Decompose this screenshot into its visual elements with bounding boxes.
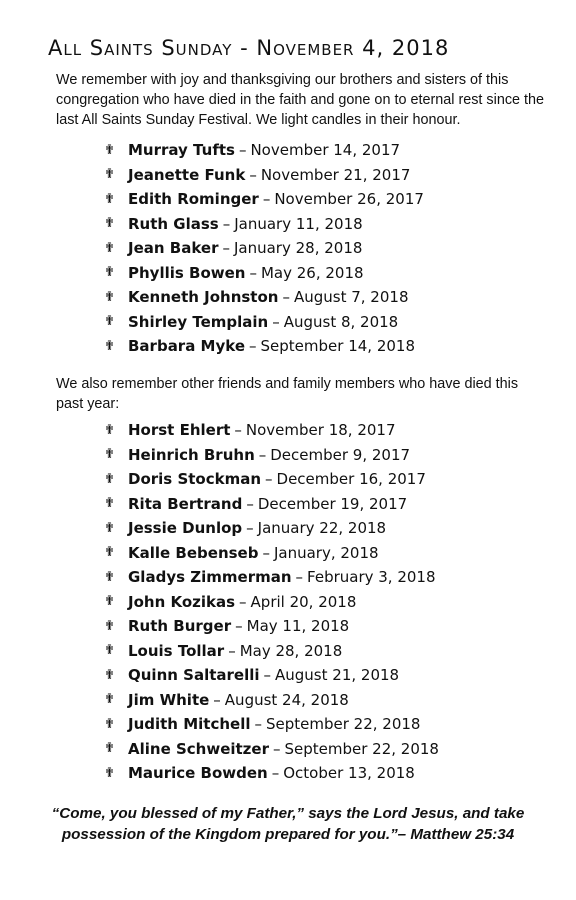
separator-dash: –: [258, 445, 267, 464]
memorial-entry: [104, 138, 424, 163]
cross-icon: ✟: [104, 471, 115, 487]
separator-dash: –: [272, 739, 281, 758]
separator-dash: –: [262, 543, 270, 562]
memorial-date: December 16, 2017: [276, 470, 426, 489]
cross-icon: ✟: [104, 338, 115, 354]
cross-icon: ✟: [104, 314, 115, 330]
memorial-name: Phyllis Bowen: [128, 263, 246, 282]
memorial-entry: [104, 712, 439, 737]
congregation-intro: We remember with joy and thanksgiving our brothers and sisters of this congregation who have died in the faith and gone on to eternal rest since the last All Saints Sunday Festival. We light candles in their honour.: [56, 72, 545, 128]
memorial-entry: [104, 541, 439, 566]
memorial-entry: [104, 565, 439, 590]
memorial-date: February 3, 2018: [307, 568, 436, 587]
memorial-name: Jessie Dunlop: [128, 519, 243, 538]
memorial-date: October 13, 2018: [283, 764, 415, 783]
memorial-date: September 14, 2018: [260, 337, 415, 356]
memorial-name: Murray Tufts: [128, 141, 235, 160]
memorial-date: December 9, 2017: [270, 445, 411, 464]
separator-dash: –: [213, 690, 221, 709]
cross-icon: ✟: [104, 545, 115, 561]
memorial-entry: [104, 467, 439, 492]
memorial-name: John Kozikas: [128, 592, 236, 611]
cross-icon: ✟: [104, 216, 115, 232]
memorial-date: September 22, 2018: [265, 715, 421, 734]
memorial-entry: [104, 418, 439, 443]
memorial-date: May 28, 2018: [239, 641, 343, 660]
memorial-name: Quinn Saltarelli: [128, 666, 260, 685]
memorial-entry: [104, 261, 424, 286]
memorial-entry: [104, 443, 439, 468]
memorial-entry: [104, 737, 439, 762]
memorial-name: Louis Tollar: [128, 641, 225, 660]
page-title: All Saints Sunday - November 4, 2018: [48, 36, 450, 60]
separator-dash: –: [235, 617, 243, 636]
cross-icon: ✟: [104, 643, 115, 659]
memorial-date: January 28, 2018: [233, 239, 363, 258]
memorial-name: Jeanette Funk: [128, 165, 246, 184]
separator-dash: –: [249, 337, 257, 356]
separator-dash: –: [222, 214, 231, 233]
separator-dash: –: [254, 715, 262, 734]
memorial-entry: [104, 334, 424, 359]
separator-dash: –: [249, 165, 257, 184]
separator-dash: –: [272, 312, 280, 331]
memorial-date: August 8, 2018: [283, 312, 399, 331]
memorial-date: November 14, 2017: [250, 141, 401, 160]
cross-icon: ✟: [104, 422, 115, 438]
cross-icon: ✟: [104, 594, 115, 610]
cross-icon: ✟: [104, 520, 115, 536]
memorial-name: Kenneth Johnston: [128, 288, 279, 307]
separator-dash: –: [249, 263, 257, 282]
memorial-entry: [104, 285, 424, 310]
memorial-entry: [104, 688, 439, 713]
separator-dash: –: [271, 764, 280, 783]
memorial-date: January 22, 2018: [257, 519, 387, 538]
memorial-name: Gladys Zimmerman: [128, 568, 292, 587]
memorial-date: November 21, 2017: [260, 165, 411, 184]
others-intro: We also remember other friends and family members who have died this past year:: [56, 376, 519, 412]
memorial-entry: [104, 492, 439, 517]
cross-icon: ✟: [104, 240, 115, 256]
memorial-name: Ruth Burger: [128, 617, 232, 636]
memorial-name: Shirley Templain: [128, 312, 269, 331]
memorial-name: Aline Schweitzer: [128, 739, 269, 758]
separator-dash: –: [222, 239, 230, 258]
separator-dash: –: [234, 421, 242, 440]
memorial-date: November 18, 2017: [245, 421, 396, 440]
separator-dash: –: [262, 190, 271, 209]
memorial-entry: [104, 590, 439, 615]
memorial-entry: [104, 187, 424, 212]
memorial-name: Horst Ehlert: [128, 421, 231, 440]
cross-icon: ✟: [104, 167, 115, 183]
memorial-name: Heinrich Bruhn: [128, 445, 255, 464]
cross-icon: ✟: [104, 716, 115, 732]
cross-icon: ✟: [104, 618, 115, 634]
separator-dash: –: [265, 470, 273, 489]
separator-dash: –: [246, 494, 254, 513]
memorial-date: September 22, 2018: [284, 739, 439, 758]
memorial-entry: [104, 310, 424, 335]
separator-dash: –: [295, 568, 304, 587]
congregation-list: [104, 138, 424, 359]
memorial-name: Ruth Glass: [128, 214, 219, 233]
cross-icon: ✟: [104, 447, 115, 463]
memorial-name: Jean Baker: [128, 239, 219, 258]
memorial-date: January, 2018: [273, 543, 379, 562]
memorial-name: Doris Stockman: [128, 470, 262, 489]
separator-dash: –: [282, 288, 290, 307]
memorial-entry: [104, 761, 439, 786]
cross-icon: ✟: [104, 692, 115, 708]
memorial-name: Edith Rominger: [128, 190, 259, 209]
memorial-entry: [104, 516, 439, 541]
memorial-name: Judith Mitchell: [128, 715, 251, 734]
separator-dash: –: [238, 141, 247, 160]
cross-icon: ✟: [104, 569, 115, 585]
cross-icon: ✟: [104, 142, 115, 158]
memorial-date: November 26, 2017: [274, 190, 424, 209]
memorial-entry: [104, 212, 424, 237]
memorial-name: Jim White: [128, 690, 210, 709]
memorial-entry: [104, 163, 424, 188]
memorial-date: May 11, 2018: [246, 617, 350, 636]
memorial-date: August 21, 2018: [275, 666, 400, 685]
memorial-date: August 7, 2018: [293, 288, 409, 307]
others-list: [104, 418, 439, 786]
separator-dash: –: [246, 519, 254, 538]
separator-dash: –: [239, 592, 247, 611]
memorial-entry: [104, 236, 424, 261]
cross-icon: ✟: [104, 289, 115, 305]
cross-icon: ✟: [104, 191, 115, 207]
memorial-name: Kalle Bebenseb: [128, 543, 259, 562]
memorial-entry: [104, 639, 439, 664]
memorial-date: January 11, 2018: [234, 214, 363, 233]
separator-dash: –: [263, 666, 272, 685]
memorial-name: Rita Bertrand: [128, 494, 243, 513]
memorial-date: December 19, 2017: [257, 494, 408, 513]
memorial-entry: [104, 663, 439, 688]
separator-dash: –: [228, 641, 236, 660]
cross-icon: ✟: [104, 496, 115, 512]
memorial-date: May 26, 2018: [260, 263, 364, 282]
memorial-entry: [104, 614, 439, 639]
memorial-date: August 24, 2018: [224, 690, 349, 709]
memorial-name: Barbara Myke: [128, 337, 246, 356]
memorial-name: Maurice Bowden: [128, 764, 268, 783]
cross-icon: ✟: [104, 741, 115, 757]
cross-icon: ✟: [104, 265, 115, 281]
memorial-date: April 20, 2018: [250, 592, 357, 611]
cross-icon: ✟: [104, 667, 115, 683]
scripture-quote: “Come, you blessed of my Father,” says the Lord Jesus, and take possession of the Kingdom prepared for you.”– Matthew 25:34: [51, 805, 525, 843]
cross-icon: ✟: [104, 765, 115, 781]
